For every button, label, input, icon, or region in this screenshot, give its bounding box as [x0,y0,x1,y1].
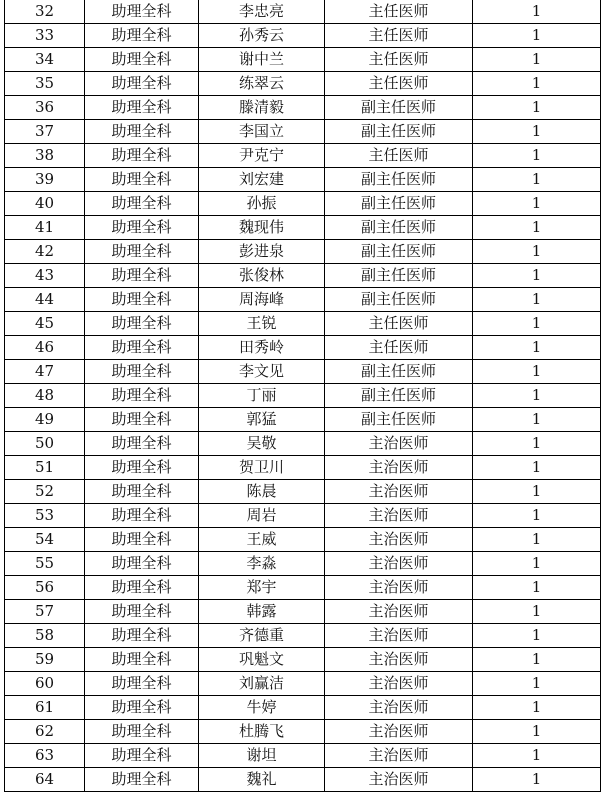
title-cell: 副主任医师 [325,408,473,432]
department-cell: 助理全科 [85,312,199,336]
title-cell: 主治医师 [325,576,473,600]
count-cell: 1 [473,408,601,432]
count-cell: 1 [473,600,601,624]
title-cell: 主治医师 [325,528,473,552]
name-cell: 魏现伟 [199,216,325,240]
count-cell: 1 [473,528,601,552]
title-cell: 主治医师 [325,744,473,768]
department-cell: 助理全科 [85,528,199,552]
title-cell: 副主任医师 [325,168,473,192]
table-row [5,336,601,360]
count-cell: 1 [473,144,601,168]
count-cell: 1 [473,384,601,408]
row-number-cell: 52 [5,480,85,504]
row-number-cell: 48 [5,384,85,408]
count-cell: 1 [473,552,601,576]
name-cell: 尹克宁 [199,144,325,168]
table-row [5,696,601,720]
department-cell: 助理全科 [85,288,199,312]
count-cell: 1 [473,0,601,24]
count-cell: 1 [473,216,601,240]
table-row [5,432,601,456]
name-cell: 周海峰 [199,288,325,312]
title-cell: 主治医师 [325,648,473,672]
title-cell: 主任医师 [325,0,473,24]
department-cell: 助理全科 [85,120,199,144]
count-cell: 1 [473,168,601,192]
title-cell: 副主任医师 [325,96,473,120]
table-row [5,72,601,96]
name-cell: 李淼 [199,552,325,576]
title-cell: 主治医师 [325,504,473,528]
table-row [5,504,601,528]
department-cell: 助理全科 [85,600,199,624]
name-cell: 陈晨 [199,480,325,504]
name-cell: 韩露 [199,600,325,624]
table-row [5,216,601,240]
department-cell: 助理全科 [85,432,199,456]
row-number-cell: 37 [5,120,85,144]
row-number-cell: 45 [5,312,85,336]
title-cell: 主任医师 [325,312,473,336]
count-cell: 1 [473,192,601,216]
name-cell: 谢坦 [199,744,325,768]
title-cell: 主治医师 [325,432,473,456]
title-cell: 主治医师 [325,696,473,720]
title-cell: 主任医师 [325,144,473,168]
title-cell: 副主任医师 [325,120,473,144]
row-number-cell: 62 [5,720,85,744]
personnel-table [4,0,601,792]
count-cell: 1 [473,504,601,528]
count-cell: 1 [473,768,601,792]
name-cell: 张俊林 [199,264,325,288]
row-number-cell: 56 [5,576,85,600]
count-cell: 1 [473,456,601,480]
title-cell: 主治医师 [325,720,473,744]
count-cell: 1 [473,576,601,600]
table-row [5,120,601,144]
count-cell: 1 [473,312,601,336]
name-cell: 刘宏建 [199,168,325,192]
row-number-cell: 47 [5,360,85,384]
name-cell: 周岩 [199,504,325,528]
count-cell: 1 [473,696,601,720]
table-row [5,552,601,576]
title-cell: 副主任医师 [325,288,473,312]
name-cell: 丁丽 [199,384,325,408]
title-cell: 副主任医师 [325,192,473,216]
department-cell: 助理全科 [85,384,199,408]
department-cell: 助理全科 [85,360,199,384]
table-row [5,768,601,792]
name-cell: 田秀岭 [199,336,325,360]
department-cell: 助理全科 [85,72,199,96]
table-row [5,96,601,120]
department-cell: 助理全科 [85,720,199,744]
count-cell: 1 [473,432,601,456]
name-cell: 练翠云 [199,72,325,96]
count-cell: 1 [473,72,601,96]
title-cell: 主任医师 [325,48,473,72]
row-number-cell: 58 [5,624,85,648]
title-cell: 主治医师 [325,480,473,504]
row-number-cell: 39 [5,168,85,192]
row-number-cell: 49 [5,408,85,432]
department-cell: 助理全科 [85,744,199,768]
name-cell: 彭进泉 [199,240,325,264]
department-cell: 助理全科 [85,168,199,192]
department-cell: 助理全科 [85,696,199,720]
name-cell: 牛婷 [199,696,325,720]
title-cell: 主任医师 [325,72,473,96]
name-cell: 谢中兰 [199,48,325,72]
department-cell: 助理全科 [85,576,199,600]
row-number-cell: 53 [5,504,85,528]
table-row [5,192,601,216]
department-cell: 助理全科 [85,96,199,120]
name-cell: 滕清毅 [199,96,325,120]
table-row [5,264,601,288]
department-cell: 助理全科 [85,408,199,432]
name-cell: 郑宇 [199,576,325,600]
table-row [5,744,601,768]
row-number-cell: 50 [5,432,85,456]
department-cell: 助理全科 [85,216,199,240]
count-cell: 1 [473,648,601,672]
count-cell: 1 [473,288,601,312]
row-number-cell: 54 [5,528,85,552]
row-number-cell: 60 [5,672,85,696]
title-cell: 主治医师 [325,672,473,696]
department-cell: 助理全科 [85,648,199,672]
department-cell: 助理全科 [85,240,199,264]
title-cell: 主治医师 [325,768,473,792]
row-number-cell: 63 [5,744,85,768]
department-cell: 助理全科 [85,552,199,576]
name-cell: 魏礼 [199,768,325,792]
table-row [5,480,601,504]
row-number-cell: 34 [5,48,85,72]
title-cell: 副主任医师 [325,240,473,264]
department-cell: 助理全科 [85,24,199,48]
count-cell: 1 [473,240,601,264]
table-row [5,576,601,600]
department-cell: 助理全科 [85,504,199,528]
count-cell: 1 [473,336,601,360]
count-cell: 1 [473,480,601,504]
row-number-cell: 61 [5,696,85,720]
row-number-cell: 64 [5,768,85,792]
title-cell: 主任医师 [325,336,473,360]
row-number-cell: 38 [5,144,85,168]
department-cell: 助理全科 [85,768,199,792]
department-cell: 助理全科 [85,144,199,168]
row-number-cell: 55 [5,552,85,576]
table-row [5,144,601,168]
table-row [5,312,601,336]
table-row [5,384,601,408]
title-cell: 主治医师 [325,552,473,576]
department-cell: 助理全科 [85,0,199,24]
name-cell: 王威 [199,528,325,552]
count-cell: 1 [473,24,601,48]
title-cell: 主任医师 [325,24,473,48]
count-cell: 1 [473,672,601,696]
department-cell: 助理全科 [85,48,199,72]
table-body [5,0,601,792]
department-cell: 助理全科 [85,264,199,288]
department-cell: 助理全科 [85,624,199,648]
name-cell: 吴敬 [199,432,325,456]
row-number-cell: 36 [5,96,85,120]
name-cell: 郭猛 [199,408,325,432]
count-cell: 1 [473,48,601,72]
row-number-cell: 44 [5,288,85,312]
table-row [5,48,601,72]
table-row [5,0,601,24]
title-cell: 主治医师 [325,600,473,624]
department-cell: 助理全科 [85,456,199,480]
row-number-cell: 59 [5,648,85,672]
count-cell: 1 [473,264,601,288]
row-number-cell: 57 [5,600,85,624]
department-cell: 助理全科 [85,192,199,216]
count-cell: 1 [473,624,601,648]
row-number-cell: 43 [5,264,85,288]
count-cell: 1 [473,720,601,744]
row-number-cell: 46 [5,336,85,360]
name-cell: 李忠亮 [199,0,325,24]
count-cell: 1 [473,744,601,768]
name-cell: 贺卫川 [199,456,325,480]
table-row [5,648,601,672]
table-row [5,624,601,648]
table-row [5,168,601,192]
table-row [5,288,601,312]
row-number-cell: 33 [5,24,85,48]
row-number-cell: 32 [5,0,85,24]
row-number-cell: 40 [5,192,85,216]
row-number-cell: 41 [5,216,85,240]
name-cell: 齐德重 [199,624,325,648]
title-cell: 副主任医师 [325,264,473,288]
table-row [5,456,601,480]
count-cell: 1 [473,96,601,120]
count-cell: 1 [473,120,601,144]
table-row [5,24,601,48]
table-row [5,240,601,264]
table-row [5,600,601,624]
table-row [5,408,601,432]
name-cell: 王锐 [199,312,325,336]
name-cell: 孙振 [199,192,325,216]
department-cell: 助理全科 [85,672,199,696]
row-number-cell: 42 [5,240,85,264]
row-number-cell: 35 [5,72,85,96]
table-row [5,720,601,744]
table-row [5,672,601,696]
name-cell: 李国立 [199,120,325,144]
table-row [5,360,601,384]
name-cell: 李文见 [199,360,325,384]
count-cell: 1 [473,360,601,384]
name-cell: 刘赢洁 [199,672,325,696]
name-cell: 孙秀云 [199,24,325,48]
table-row [5,528,601,552]
title-cell: 主治医师 [325,456,473,480]
title-cell: 主治医师 [325,624,473,648]
department-cell: 助理全科 [85,336,199,360]
department-cell: 助理全科 [85,480,199,504]
name-cell: 杜腾飞 [199,720,325,744]
name-cell: 巩魁文 [199,648,325,672]
title-cell: 副主任医师 [325,384,473,408]
title-cell: 副主任医师 [325,216,473,240]
row-number-cell: 51 [5,456,85,480]
title-cell: 副主任医师 [325,360,473,384]
